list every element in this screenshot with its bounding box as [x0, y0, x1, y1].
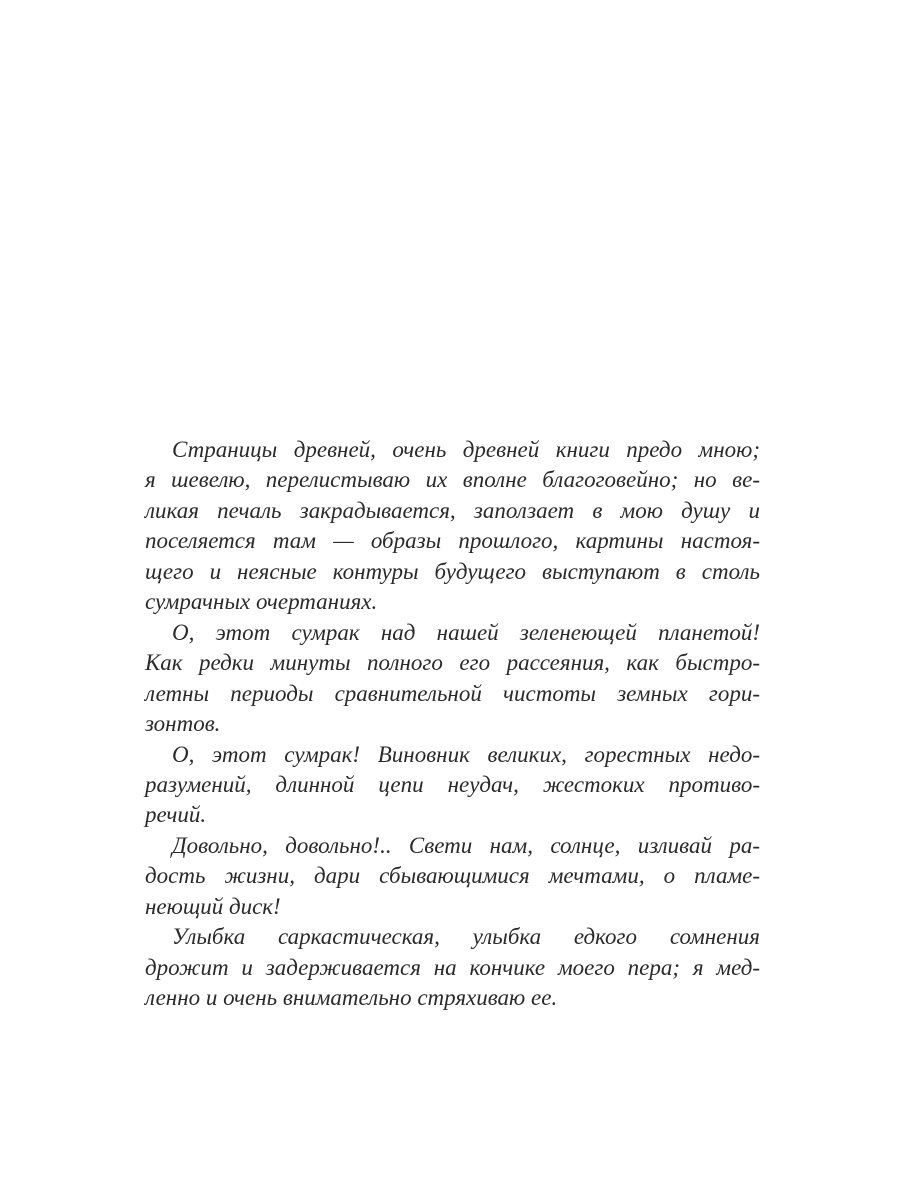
paragraph: [145, 922, 760, 1013]
text-line: неющий диск!: [145, 893, 281, 919]
text-line: О, этот сумрак! Виновник великих, горестных недо-: [172, 741, 760, 767]
paragraph: [145, 740, 760, 831]
text-line: летны периоды сравнительной чистоты земных гори-: [145, 680, 760, 706]
paragraph: [145, 831, 760, 922]
text-line: Довольно, довольно!.. Свети нам, солнце, изливай ра-: [172, 832, 760, 858]
text-line: разумений, длинной цепи неудач, жестоких противо-: [145, 771, 760, 797]
body-text: [145, 435, 760, 1014]
paragraph: [145, 618, 760, 740]
text-line: Улыбка саркастическая, улыбка едкого сомнения: [172, 924, 760, 950]
text-line: Как редки минуты полного его рассеяния, как быстро-: [145, 650, 760, 676]
text-line: поселяется там — образы прошлого, картины настоя-: [145, 528, 760, 554]
text-line: О, этот сумрак над нашей зеленеющей планетой!: [172, 619, 760, 645]
text-line: речий.: [145, 802, 207, 828]
text-line: ленно и очень внимательно стряхиваю ее.: [145, 985, 558, 1011]
text-line: Страницы древней, очень древней книги предо мною;: [172, 437, 760, 462]
text-line: сумрачных очертаниях.: [145, 589, 378, 615]
paragraph: [145, 435, 760, 618]
text-line: дость жизни, дари сбывающимися мечтами, о пламе-: [145, 863, 760, 889]
text-line: ликая печаль закрадывается, заползает в мою душу и: [145, 497, 760, 523]
text-line: я шевелю, перелистываю их вполне благоговейно; но ве-: [145, 467, 760, 493]
text-line: дрожит и задерживается на кончике моего пера; я мед-: [145, 954, 760, 980]
text-line: зонтов.: [145, 711, 221, 737]
text-line: щего и неясные контуры будущего выступают в столь: [145, 558, 760, 584]
